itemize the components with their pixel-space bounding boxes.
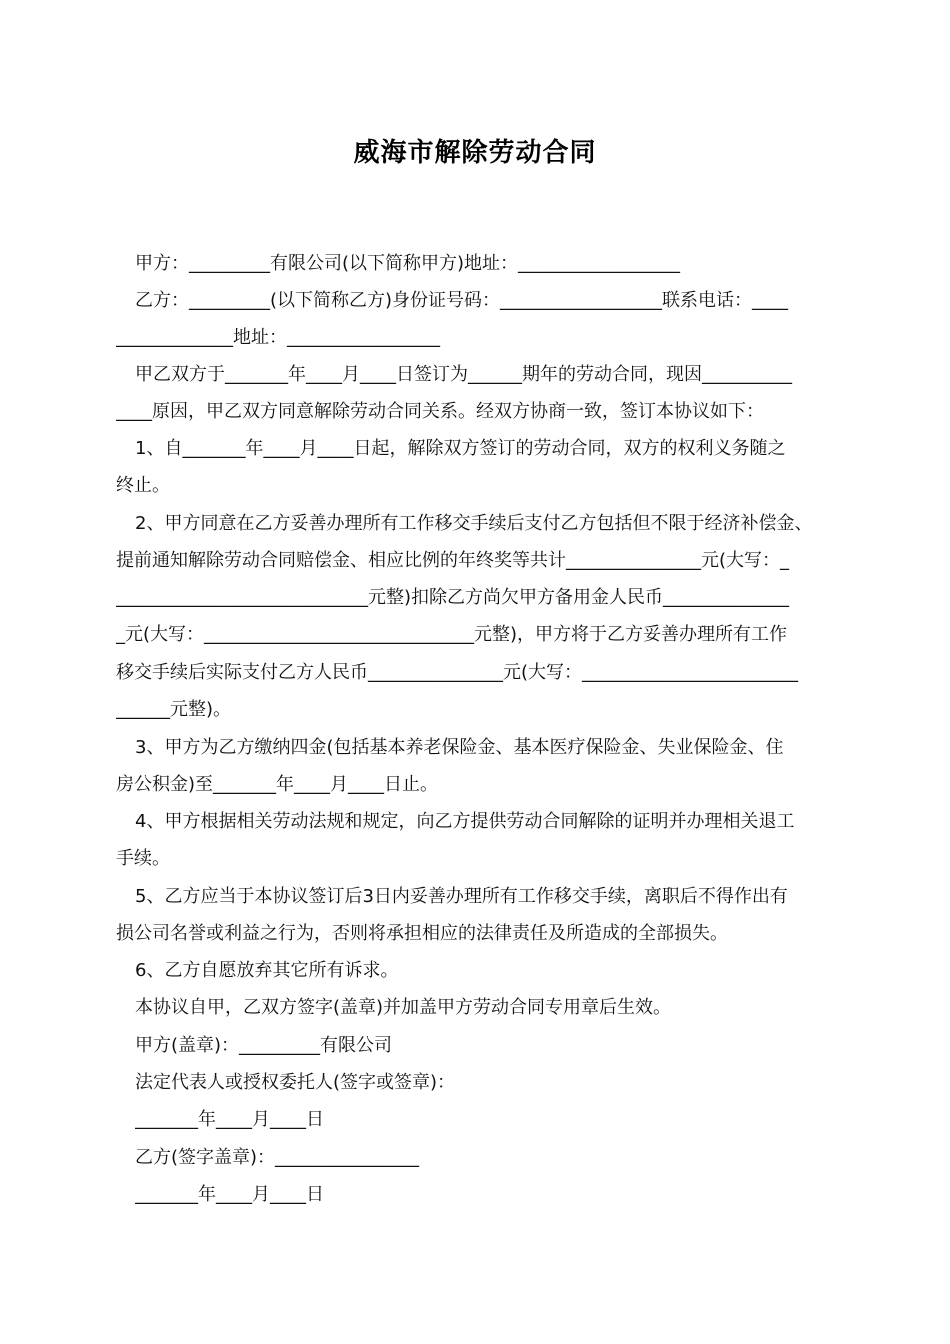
party-a-seal-line: 甲方(盖章)：_________有限公司: [135, 1035, 393, 1056]
document-title: 威海市解除劳动合同: [353, 138, 597, 168]
clause-3-line-2: 房公积金)至_______年____月____日止。: [116, 774, 439, 795]
party-b-date-line: _______年____月____日: [135, 1184, 324, 1205]
effective-clause-line: 本协议自甲，乙双方签字(盖章)并加盖甲方劳动合同专用章后生效。: [135, 997, 672, 1018]
clause-2-line-6: ______元整)。: [116, 699, 232, 720]
clause-2-line-1: 2、甲方同意在乙方妥善办理所有工作移交手续后支付乙方包括但不限于经济补偿金、: [135, 513, 813, 534]
clause-5-line-2: 损公司名誉或利益之行为，否则将承担相应的法律责任及所造成的全部损失。: [116, 923, 728, 944]
clause-1-line-1: 1、自_______年____月____日起，解除双方签订的劳动合同，双方的权利义务随之: [135, 438, 786, 459]
clause-6-line: 6、乙方自愿放弃其它所有诉求。: [135, 960, 399, 981]
party-a-line: 甲方：_________有限公司(以下简称甲方)地址：__________________: [135, 253, 681, 274]
clause-3-line-1: 3、甲方为乙方缴纳四金(包括基本养老保险金、基本医疗保险金、失业保险金、住: [135, 737, 784, 758]
clause-2-line-5: 移交手续后实际支付乙方人民币_______________元(大写：________________________: [116, 662, 799, 683]
legal-representative-line: 法定代表人或授权委托人(签字或签章)：: [135, 1072, 456, 1093]
clause-1-line-2: 终止。: [116, 475, 170, 496]
preamble-line-2: ____原因，甲乙双方同意解除劳动合同关系。经双方协商一致，签订本协议如下：: [116, 401, 764, 422]
clause-2-line-3: ____________________________元整)扣除乙方尚欠甲方备用金人民币______________: [116, 587, 790, 608]
clause-5-line-1: 5、乙方应当于本协议签订后3日内妥善办理所有工作移交手续，离职后不得作出有: [135, 886, 788, 907]
preamble-line-1: 甲乙双方于_______年____月____日签订为______期年的劳动合同，现因__________: [135, 364, 792, 385]
party-b-address-line: _____________地址：_________________: [116, 327, 440, 348]
party-b-signature-line: 乙方(签字盖章)：________________: [135, 1147, 420, 1168]
clause-4-line-1: 4、甲方根据相关劳动法规和规定，向乙方提供劳动合同解除的证明并办理相关退工: [135, 811, 795, 832]
clause-2-line-2: 提前通知解除劳动合同赔偿金、相应比例的年终奖等共计_______________元(大写：_: [116, 550, 790, 571]
clause-2-line-4: _元(大写：______________________________元整)，甲方将于乙方妥善办理所有工作: [116, 624, 788, 645]
clause-4-line-2: 手续。: [116, 848, 170, 869]
party-a-date-line: _______年____月____日: [135, 1109, 324, 1130]
party-b-line: 乙方：_________(以下简称乙方)身份证号码：__________________联系电话：____: [135, 290, 789, 311]
